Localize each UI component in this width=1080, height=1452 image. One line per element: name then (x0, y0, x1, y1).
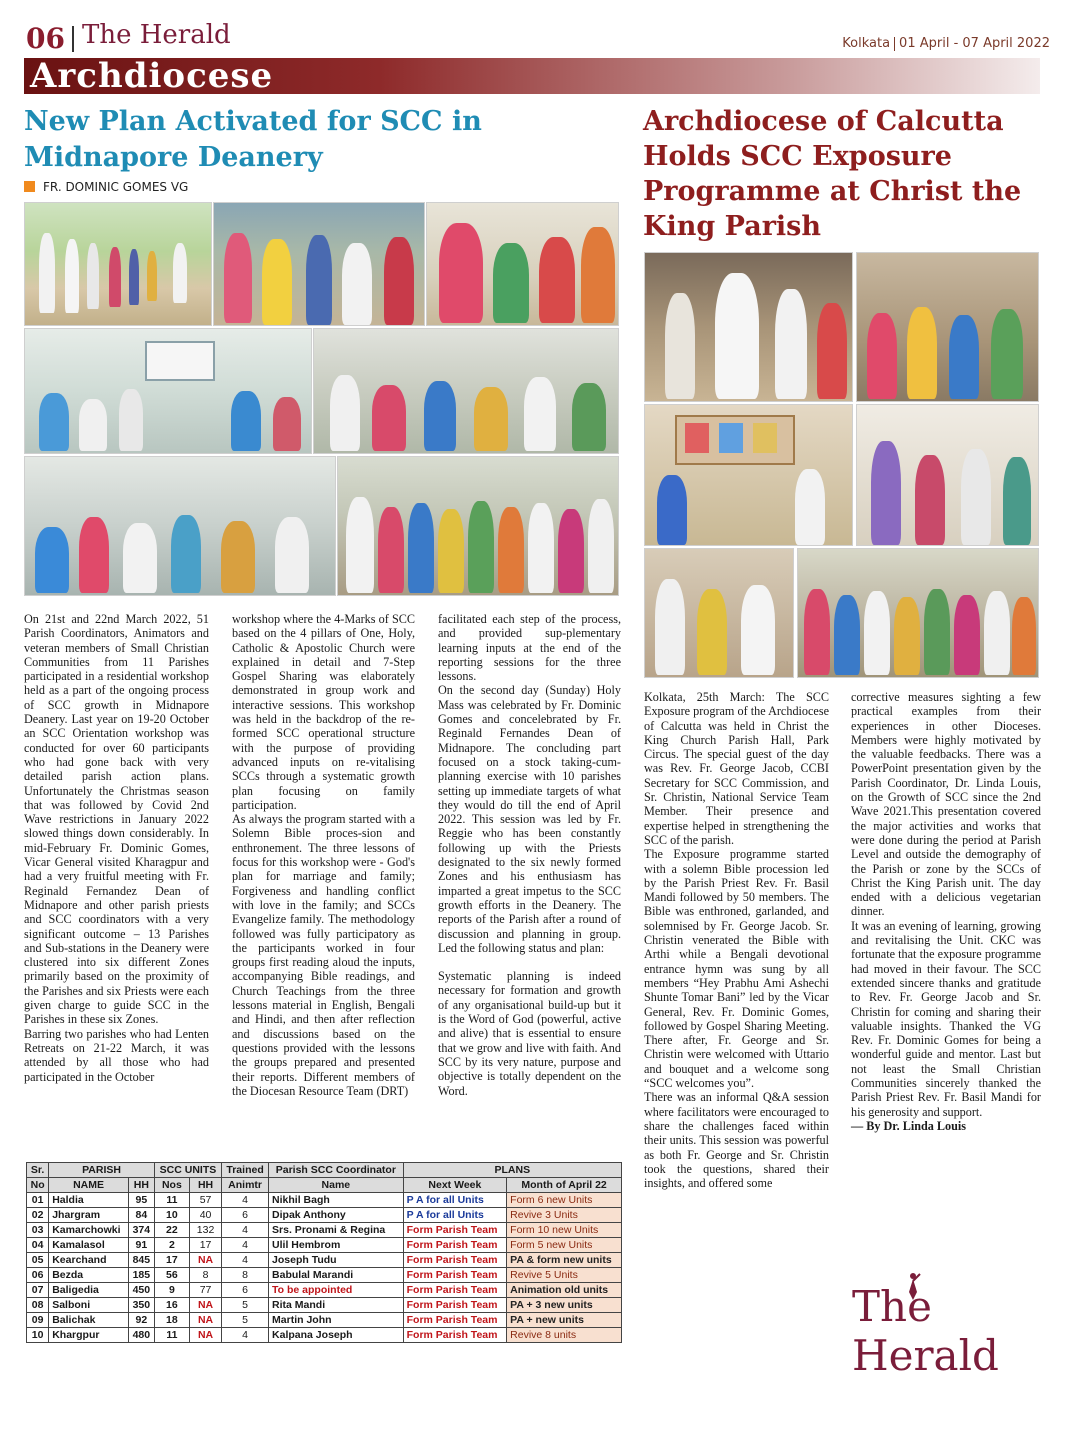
byline (24, 180, 188, 194)
right-col2-para1: corrective measures sighting a few practical examples from their experiences in other Dioceses. Members were highly motivated by the valuable feedbacks. There was a PowerPoint presentation given by the Parish Coordinator, Dr. Linda Louis, on the Growth of SCC since the 2nd Wave 2021.This presentation covered the major activities and works that were done during the period at Parish Level and outside the demography of the Parish or zone by the SCCs of Christ the King Parish unit. The day ended with a delicious vegetarian dinner. (851, 690, 1041, 919)
left-col3-para3: Systematic planning is indeed necessary for formation and growth of any organisational build-up but it is the Word of God (powerful, active and alive) that is essential to ensure that we grow and live with faith. And SCC by its very nature, purpose and objective is totally dependent on the Word. (438, 969, 621, 1098)
table-cell: Form Parish Team (403, 1313, 507, 1328)
table-cell: 8 (222, 1268, 269, 1283)
photo-arthi-veneration (644, 548, 794, 678)
th-plans: PLANS (403, 1163, 621, 1178)
table-cell: Form Parish Team (403, 1253, 507, 1268)
table-cell: Srs. Pronami & Regina (269, 1223, 404, 1238)
section-title: Archdiocese (30, 56, 274, 96)
left-col3-para1: facilitated each step of the process, and provided sup-plementary learning inputs at the end of the reporting sessions for the three lessons. (438, 612, 621, 684)
table-cell: 77 (189, 1283, 221, 1298)
left-article-col1 (24, 612, 209, 1084)
table-row (27, 1208, 622, 1223)
page-header (26, 18, 1056, 58)
table-cell: 350 (128, 1298, 154, 1313)
table-cell: Revive 5 Units (507, 1268, 622, 1283)
table-cell: 4 (222, 1223, 269, 1238)
left-col3-para2: On the second day (Sunday) Holy Mass was celebrated by Fr. Dominic Gomes and concelebrated by Fr. Reginald Fernandes Dean of Midnapore. The concluding part focused on a stock taking-cum-planning exercise with 10 parishes setting up immediate targets of what they would do till the end of April 2022. This session was led by Fr. Reggie who has been constantly following up with the Priests designated to the six newly formed Zones and his enthusiasm has imparted a great impetus to the SCC growth efforts in the Deanery. The reports of the Parish after a round of discussion and planning in group. Led the following status and plan: (438, 683, 621, 955)
table-cell: Khargpur (49, 1328, 129, 1343)
table-row (27, 1193, 622, 1208)
table-row (27, 1223, 622, 1238)
table-cell: Dipak Anthony (269, 1208, 404, 1223)
table-cell: 07 (27, 1283, 49, 1298)
edition-city: Kolkata (842, 36, 891, 51)
section-banner (24, 58, 1040, 94)
table-cell: Form Parish Team (403, 1283, 507, 1298)
left-article-col3 (438, 612, 621, 1098)
table-cell: NA (189, 1298, 221, 1313)
table-cell: 5 (222, 1298, 269, 1313)
table-cell: 09 (27, 1313, 49, 1328)
photo-women-group (426, 202, 619, 326)
edition-dates: 01 April - 07 April 2022 (899, 36, 1050, 51)
parish-status-table (26, 1162, 622, 1343)
table-cell: Baligedia (49, 1283, 129, 1298)
table-cell: NA (189, 1328, 221, 1343)
table-cell: Revive 3 Units (507, 1208, 622, 1223)
right-col1-para3: There was an informal Q&A session where facilitators were encouraged to share the challenges faced within their units. This session was powerful as both Fr. George and Sr. Christin took the questions, shared their insights, and offered some (644, 1090, 829, 1191)
table-cell: 57 (189, 1193, 221, 1208)
th-hh2: HH (189, 1178, 221, 1193)
table-cell: PA + 3 new units (507, 1298, 622, 1313)
table-cell: Haldia (49, 1193, 129, 1208)
table-cell: Form Parish Team (403, 1298, 507, 1313)
left-col1-para1: On 21st and 22nd March 2022, 51 Parish Coordinators, Animators and veteran members of Small Christian Communities from 11 Parishes participated in a residential workshop held as a part of the ongoing process of SCC growth in Midnapore Deanery. Last year on 19-20 October an SCC Orientation workshop was conducted for over 60 participants who had gone back with very detailed parish action plans. Unfortunately the Christmas season that was followed by Covid 2nd Wave restrictions in January 2022 slowed things down considerably. In mid-February Fr. Dominic Gomes, Vicar General visited Kharagpur and had a very fruitful meeting with Fr. Reginald Fernandez Dean of Midnapore and other parish priests and SCC coordinators with a very significant outcome – 13 Parishes and Sub-stations in the Deanery were clustered into six different Zones primarily based on the proximity of the Parishes and six Priests were each given charge to guide SCC in the Parishes in these six Zones. (24, 612, 209, 1027)
table-cell: Ulil Hembrom (269, 1238, 404, 1253)
photo-group-portrait (337, 456, 619, 596)
table-row (27, 1313, 622, 1328)
byline-marker (24, 181, 35, 192)
photo-parishioners-hall (856, 252, 1039, 402)
edition-divider (894, 37, 895, 51)
table-cell: 02 (27, 1208, 49, 1223)
table-cell: 10 (27, 1328, 49, 1343)
table-cell: 6 (222, 1208, 269, 1223)
table-cell: 05 (27, 1253, 49, 1268)
photo-presentation (856, 404, 1039, 546)
photo-welcome-ceremony (213, 202, 425, 326)
table-cell: 4 (222, 1193, 269, 1208)
th-no: No (27, 1178, 49, 1193)
table-cell: Form 5 new Units (507, 1238, 622, 1253)
table-cell: NA (189, 1253, 221, 1268)
th-sr: Sr. (27, 1163, 49, 1178)
right-col1-para1: Kolkata, 25th March: The SCC Exposure program of the Archdiocese of Calcutta was held in Christ the King Church Parish Hall, Park Circus. The special guest of the day was Rev. Fr. George Jacob, CCBI Secretary for SCC Commission, and Sr. Christin, National Service Team Member. Their presence and expertise helped in strengthening the SCC of the parish. (644, 690, 829, 847)
th-trained: Trained (222, 1163, 269, 1178)
table-cell: 04 (27, 1238, 49, 1253)
table-cell: Rita Mandi (269, 1298, 404, 1313)
table-cell: 22 (154, 1223, 189, 1238)
table-cell: P A for all Units (403, 1193, 507, 1208)
table-col-header (27, 1178, 622, 1193)
table-cell: 17 (189, 1238, 221, 1253)
table-cell: Jhargram (49, 1208, 129, 1223)
left-article-col2 (232, 612, 415, 1098)
table-cell: 08 (27, 1298, 49, 1313)
table-cell: 11 (154, 1328, 189, 1343)
byline-text: FR. DOMINIC GOMES VG (43, 180, 189, 194)
table-cell: 56 (154, 1268, 189, 1283)
th-parish: PARISH (49, 1163, 155, 1178)
table-cell: Animation old units (507, 1283, 622, 1298)
table-cell: Martin John (269, 1313, 404, 1328)
table-cell: 845 (128, 1253, 154, 1268)
table-cell: 185 (128, 1268, 154, 1283)
table-cell: PA + new units (507, 1313, 622, 1328)
table-body (27, 1193, 622, 1343)
left-col1-para2: Barring two parishes who had Lenten Retreats on 21-22 March, it was attended by all those who had participated in the October (24, 1026, 209, 1084)
photo-bible-enthronement (644, 252, 853, 402)
table-cell: 01 (27, 1193, 49, 1208)
table-row (27, 1268, 622, 1283)
photo-display-board (644, 404, 853, 546)
table-cell: Joseph Tudu (269, 1253, 404, 1268)
table-cell: 4 (222, 1328, 269, 1343)
table-cell: Kearchand (49, 1253, 129, 1268)
table-cell: P A for all Units (403, 1208, 507, 1223)
left-col2-para2: As always the program started with a Solemn Bible proces-sion and enthronement. The three lessons of focus for this workshop were - God's plan for marriage and family; Forgiveness and handling conflict with love in the family; and SCCs Evangelize family. The methodology followed was fully participatory as the participants worked in four groups first reading aloud the inputs, accompanying Bible readings, and Church Teachings from the three lessons material in English, Bengali and Hindi, and then after reflection and discussions based on the questions provided with the lessons the groups prepared and presented their reports. Different members of the Diocesan Resource Team (DRT) (232, 812, 415, 1098)
table-cell: Form 10 new Units (507, 1223, 622, 1238)
table-cell: 4 (222, 1253, 269, 1268)
right-article-col1 (644, 690, 829, 1190)
table-cell: 9 (154, 1283, 189, 1298)
table-row (27, 1238, 622, 1253)
table-cell: Form 6 new Units (507, 1193, 622, 1208)
table-cell: Kamarchowki (49, 1223, 129, 1238)
th-scc-units: SCC UNITS (154, 1163, 221, 1178)
table-cell: 17 (154, 1253, 189, 1268)
table-cell: 16 (154, 1298, 189, 1313)
th-coordinator: Parish SCC Coordinator (269, 1163, 404, 1178)
table-row (27, 1298, 622, 1313)
right-col1-para2: The Exposure programme started with a solemn Bible procession led by the Parish Priest Rev. Fr. Basil Mandi followed by 50 members. The Bible was enthroned, garlanded, and solemnised by Fr. George Jacob. Sr. Christin venerated the Bible with Arthi while a Bengali devotional entrance hymn was sung by all members “Hey Prabhu Ami Ashechi Shunte Tomar Bani” led by the Vicar General, Rev. Fr. Dominic Gomes, followed by Gospel Sharing Meeting. There after, Fr. George and Sr. Christin were welcomed with Uttario and bouquet and a welcome song “SCC welcomes you”. (644, 847, 829, 1091)
table-row (27, 1253, 622, 1268)
table-cell: 91 (128, 1238, 154, 1253)
table-row (27, 1283, 622, 1298)
photo-workshop-hall (24, 456, 336, 596)
photo-classroom-session (24, 328, 312, 454)
th-nos: Nos (154, 1178, 189, 1193)
table-cell: Nikhil Bagh (269, 1193, 404, 1208)
table-cell: Form Parish Team (403, 1328, 507, 1343)
footer-logo: The Herald (852, 1282, 999, 1380)
table-cell: NA (189, 1313, 221, 1328)
right-headline: Archdiocese of Calcutta Holds SCC Exposure Programme at Christ the King Parish (643, 106, 1022, 242)
table-cell: Balichak (49, 1313, 129, 1328)
table-cell: Form Parish Team (403, 1238, 507, 1253)
table-group-header (27, 1163, 622, 1178)
right-signoff: — By Dr. Linda Louis (851, 1118, 967, 1133)
table-cell: Revive 8 units (507, 1328, 622, 1343)
table-cell: 10 (154, 1208, 189, 1223)
table-cell: 11 (154, 1193, 189, 1208)
table-cell: 5 (222, 1313, 269, 1328)
photo-bible-procession (24, 202, 212, 326)
table-cell: 4 (222, 1238, 269, 1253)
table-cell: Salboni (49, 1298, 129, 1313)
left-col2-para1: workshop where the 4-Marks of SCC based on the 4 pillars of One, Holy, Catholic & Apostolic Church were explained in detail and 7-Step Gospel Sharing was elaborately demonstrated in group work and interactive sessions. This workshop was held in the backdrop of the re-formed SCC operational structure with the purpose of providing advanced inputs on re-vitalising SCCs through a systematic growth plan focusing on family participation. (232, 612, 415, 812)
th-coord-name: Name (269, 1178, 404, 1193)
photo-parish-group (797, 548, 1039, 678)
table-cell: 03 (27, 1223, 49, 1238)
table-cell: 95 (128, 1193, 154, 1208)
table-cell: 18 (154, 1313, 189, 1328)
header-divider (72, 26, 74, 52)
th-next-week: Next Week (403, 1178, 507, 1193)
table-cell: 84 (128, 1208, 154, 1223)
table-row (27, 1328, 622, 1343)
right-article-col2 (851, 690, 1041, 1133)
table-cell: 374 (128, 1223, 154, 1238)
table-cell: 92 (128, 1313, 154, 1328)
table-cell: Bezda (49, 1268, 129, 1283)
table-cell: 06 (27, 1268, 49, 1283)
table-cell: 40 (189, 1208, 221, 1223)
th-name: NAME (49, 1178, 129, 1193)
table-cell: 480 (128, 1328, 154, 1343)
table-cell: PA & form new units (507, 1253, 622, 1268)
table-cell: Form Parish Team (403, 1223, 507, 1238)
th-month: Month of April 22 (507, 1178, 622, 1193)
table-cell: 8 (189, 1268, 221, 1283)
table-cell: To be appointed (269, 1283, 404, 1298)
th-animtr: Animtr (222, 1178, 269, 1193)
publication-logo: The Herald (82, 20, 231, 50)
edition-info (842, 36, 1050, 51)
table-cell: 2 (154, 1238, 189, 1253)
table-cell: Form Parish Team (403, 1268, 507, 1283)
table-cell: Kamalasol (49, 1238, 129, 1253)
table-cell: Kalpana Joseph (269, 1328, 404, 1343)
table-cell: Babulal Marandi (269, 1268, 404, 1283)
table-cell: 6 (222, 1283, 269, 1298)
table-cell: 450 (128, 1283, 154, 1298)
left-headline: New Plan Activated for SCC in Midnapore Deanery (24, 106, 482, 173)
page-number: 06 (26, 22, 65, 55)
table-cell: 132 (189, 1223, 221, 1238)
right-col2-para2: It was an evening of learning, growing and revitalising the Unit. CKC was fortunate that the exposure programme had moved in their favour. The SCC extended sincere thanks and gratitude to Rev. Fr. George Jacob and Sr. Christin for coming and sharing their valuable insights. Thanked the VG Rev. Fr. Dominic Gomes for being a wonderful guide and mentor. Last but not least the Small Christian Communities sincerely thanked the Parish Priest Rev. Fr. Basil Mandi for his generosity and support. (851, 918, 1041, 1119)
th-hh: HH (128, 1178, 154, 1193)
photo-group-discussion (313, 328, 619, 454)
